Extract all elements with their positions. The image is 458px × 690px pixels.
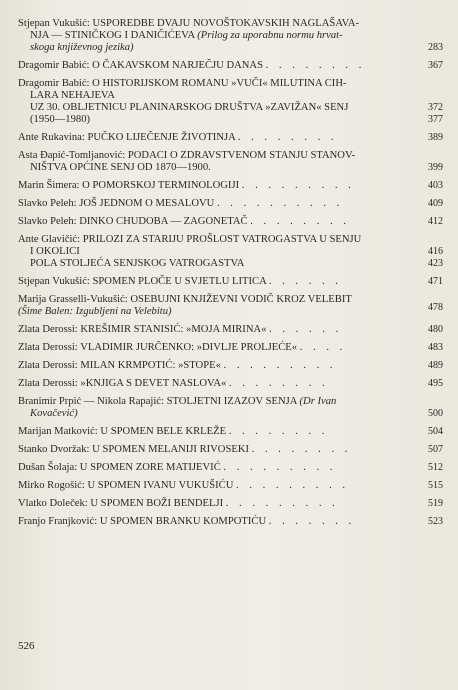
entry-subtitle: (Dr Ivan bbox=[299, 396, 337, 407]
toc-entry-13: Zlata Derossi: VLADIMIR JURČENKO: »DIVLJE PROLJEĆE« . . . . 483 bbox=[18, 342, 443, 353]
entry-page: 504 bbox=[428, 426, 443, 437]
toc-entry-18: Stanko Dvoržak: U SPOMEN MELANIJI RIVOSEKI . . . . . . . . 507 bbox=[18, 444, 443, 455]
entry-subtitle: (Prilog za uporabnu normu hrvat- bbox=[197, 30, 343, 41]
entry-title: JOŠ JEDNOM O MESALOVU bbox=[79, 198, 215, 209]
toc-entry-9 bbox=[18, 234, 443, 270]
entry-title-cont: LARA NEHAJEVA bbox=[30, 90, 115, 101]
toc-entry-12: Zlata Derossi: KREŠIMIR STANISIĆ: »MOJA MIRINA« . . . . . . 480 bbox=[18, 324, 443, 335]
toc-entry-8: Slavko Peleh: DINKO CHUDOBA — ZAGONETAČ . . . . . . . . 412 bbox=[18, 216, 443, 227]
entry-author: Vlatko Doleček: bbox=[18, 498, 88, 509]
entry-page: 515 bbox=[428, 480, 443, 491]
entry-author: Slavko Peleh: bbox=[18, 216, 77, 227]
entry-title: PODACI O ZDRAVSTVENOM STANJU STANOV- bbox=[127, 150, 356, 161]
entry-author: Marija Grasselli-Vukušić: bbox=[18, 294, 128, 305]
entry-title: O HISTORIJSKOM ROMANU »VUČI« MILUTINA CIH- bbox=[92, 78, 347, 89]
table-of-contents bbox=[18, 18, 443, 534]
entry-title: STOLJETNI IZAZOV SENJA bbox=[166, 396, 297, 407]
entry-title-second-cont: (1950—1980) bbox=[30, 114, 91, 125]
entry-title: U SPOMEN MELANIJI RIVOSEKI bbox=[92, 444, 250, 455]
toc-entry-4: Ante Rukavina: PUČKO LIJEČENJE ŽIVOTINJA . . . . . . . . 389 bbox=[18, 132, 443, 143]
entry-title: MILAN KRMPOTIĆ: »STOPE« bbox=[80, 360, 221, 371]
entry-author: Branimir Prpić — Nikola Rapajić: bbox=[18, 396, 164, 407]
entry-page: 471 bbox=[428, 276, 443, 287]
entry-author: Zlata Derossi: bbox=[18, 324, 78, 335]
entry-author: Slavko Peleh: bbox=[18, 198, 77, 209]
entry-title-second: POLA STOLJEĆA SENJSKOG VATROGASTVA bbox=[30, 258, 245, 269]
entry-title: VLADIMIR JURČENKO: »DIVLJE PROLJEĆE« bbox=[80, 342, 298, 353]
entry-page: 507 bbox=[428, 444, 443, 455]
toc-entry-7: Slavko Peleh: JOŠ JEDNOM O MESALOVU . . . . . . . . . . 409 bbox=[18, 198, 443, 209]
toc-entry-21: Vlatko Doleček: U SPOMEN BOŽI BENDELJI . . . . . . . . . 519 bbox=[18, 498, 443, 509]
entry-page: 489 bbox=[428, 360, 443, 371]
entry-page-second: 423 bbox=[428, 258, 443, 269]
entry-title: U SPOMEN BELE KRLEŽE bbox=[100, 426, 227, 437]
toc-entry-16 bbox=[18, 396, 443, 420]
entry-author: Stjepan Vukušić: bbox=[18, 276, 90, 287]
entry-subtitle: (Šime Balen: Izgubljeni na Velebitu) bbox=[18, 306, 172, 317]
entry-author: Ante Rukavina: bbox=[18, 132, 85, 143]
toc-entry-17: Marijan Matković: U SPOMEN BELE KRLEŽE . . . . . . . . 504 bbox=[18, 426, 443, 437]
entry-title: DINKO CHUDOBA — ZAGONETAČ bbox=[79, 216, 248, 227]
entry-author: Stanko Dvoržak: bbox=[18, 444, 90, 455]
entry-page: 367 bbox=[428, 60, 443, 71]
entry-author: Stjepan Vukušić: bbox=[18, 18, 90, 29]
toc-entry-14: Zlata Derossi: MILAN KRMPOTIĆ: »STOPE« . . . . . . . . . 489 bbox=[18, 360, 443, 371]
entry-title: KREŠIMIR STANISIĆ: »MOJA MIRINA« bbox=[80, 324, 267, 335]
entry-author: Mirko Rogošić: bbox=[18, 480, 85, 491]
entry-title: USPOREDBE DVAJU NOVOŠTOKAVSKIH NAGLAŠAVA- bbox=[92, 18, 360, 29]
entry-title: O POMORSKOJ TERMINOLOGIJI bbox=[82, 180, 240, 191]
entry-title: U SPOMEN BRANKU KOMPOTIĆU bbox=[99, 516, 267, 527]
entry-title: PUČKO LIJEČENJE ŽIVOTINJA bbox=[87, 132, 236, 143]
entry-author: Marijan Matković: bbox=[18, 426, 98, 437]
toc-entry-1 bbox=[18, 18, 443, 54]
entry-page: 480 bbox=[428, 324, 443, 335]
entry-page-second: 377 bbox=[428, 114, 443, 125]
toc-entry-22: Franjo Franjković: U SPOMEN BRANKU KOMPOTIĆU . . . . . . . 523 bbox=[18, 516, 443, 527]
entry-page: 523 bbox=[428, 516, 443, 527]
entry-author: Zlata Derossi: bbox=[18, 360, 78, 371]
entry-title: U SPOMEN IVANU VUKUŠIĆU bbox=[87, 480, 234, 491]
entry-author: Asta Đapić-Tomljanović: bbox=[18, 150, 126, 161]
toc-entry-3 bbox=[18, 78, 443, 126]
entry-title: U SPOMEN BOŽI BENDELJI bbox=[90, 498, 224, 509]
entry-page: 478 bbox=[428, 302, 443, 313]
entry-title: O ČAKAVSKOM NARJEČJU DANAS bbox=[92, 60, 263, 71]
entry-page: 409 bbox=[428, 198, 443, 209]
entry-page: 399 bbox=[428, 162, 443, 173]
toc-entry-19: Dušan Šolaja: U SPOMEN ZORE MATIJEVIĆ . . . . . . . . . 512 bbox=[18, 462, 443, 473]
entry-title-cont: I OKOLICI bbox=[30, 246, 80, 257]
toc-entry-15: Zlata Derossi: »KNJIGA S DEVET NASLOVA« . . . . . . . . 495 bbox=[18, 378, 443, 389]
entry-page: 483 bbox=[428, 342, 443, 353]
entry-title: »KNJIGA S DEVET NASLOVA« bbox=[80, 378, 227, 389]
entry-title-second: UZ 30. OBLJETNICU PLANINARSKOG DRUŠTVA »ZAVIŽAN« SENJ bbox=[30, 102, 349, 113]
entry-page: 412 bbox=[428, 216, 443, 227]
entry-page: 416 bbox=[428, 246, 443, 257]
toc-entry-20: Mirko Rogošić: U SPOMEN IVANU VUKUŠIĆU . . . . . . . . . 515 bbox=[18, 480, 443, 491]
entry-author: Dragomir Babić: bbox=[18, 78, 90, 89]
entry-author: Zlata Derossi: bbox=[18, 342, 78, 353]
toc-entry-6: Marin Šimera: O POMORSKOJ TERMINOLOGIJI . . . . . . . . . 403 bbox=[18, 180, 443, 191]
entry-author: Zlata Derossi: bbox=[18, 378, 78, 389]
entry-author: Ante Glavičić: bbox=[18, 234, 81, 245]
toc-entry-5 bbox=[18, 150, 443, 174]
entry-author: Dragomir Babić: bbox=[18, 60, 90, 71]
entry-title: PRILOZI ZA STARIJU PROŠLOST VATROGASTVA U SENJU bbox=[82, 234, 362, 245]
entry-page: 403 bbox=[428, 180, 443, 191]
toc-entry-11 bbox=[18, 294, 443, 318]
entry-page: 283 bbox=[428, 42, 443, 53]
entry-title: SPOMEN PLOČE U SVJETLU LITICA bbox=[92, 276, 267, 287]
entry-subtitle-cont: skoga književnog jezika) bbox=[30, 42, 134, 53]
page-number: 526 bbox=[18, 640, 35, 652]
entry-author: Franjo Franjković: bbox=[18, 516, 98, 527]
entry-page: 500 bbox=[428, 408, 443, 419]
entry-page: 512 bbox=[428, 462, 443, 473]
entry-page: 519 bbox=[428, 498, 443, 509]
entry-subtitle-cont: Kovačević) bbox=[30, 408, 78, 419]
entry-title: OSEBUJNI KNJIŽEVNI VODIČ KROZ VELEBIT bbox=[130, 294, 352, 305]
entry-title: U SPOMEN ZORE MATIJEVIĆ bbox=[79, 462, 221, 473]
entry-page: 372 bbox=[428, 102, 443, 113]
entry-page: 495 bbox=[428, 378, 443, 389]
entry-author: Marin Šimera: bbox=[18, 180, 80, 191]
entry-title-cont: NJA — STINIČKOG I DANIČIĆEVA bbox=[30, 30, 195, 41]
entry-author: Dušan Šolaja: bbox=[18, 462, 78, 473]
entry-page: 389 bbox=[428, 132, 443, 143]
toc-entry-2: Dragomir Babić: O ČAKAVSKOM NARJEČJU DANAS . . . . . . . . 367 bbox=[18, 60, 443, 71]
entry-title-cont: NIŠTVA OPĆINE SENJ OD 1870—1900. bbox=[30, 162, 211, 173]
toc-entry-10: Stjepan Vukušić: SPOMEN PLOČE U SVJETLU LITICA . . . . . . 471 bbox=[18, 276, 443, 287]
